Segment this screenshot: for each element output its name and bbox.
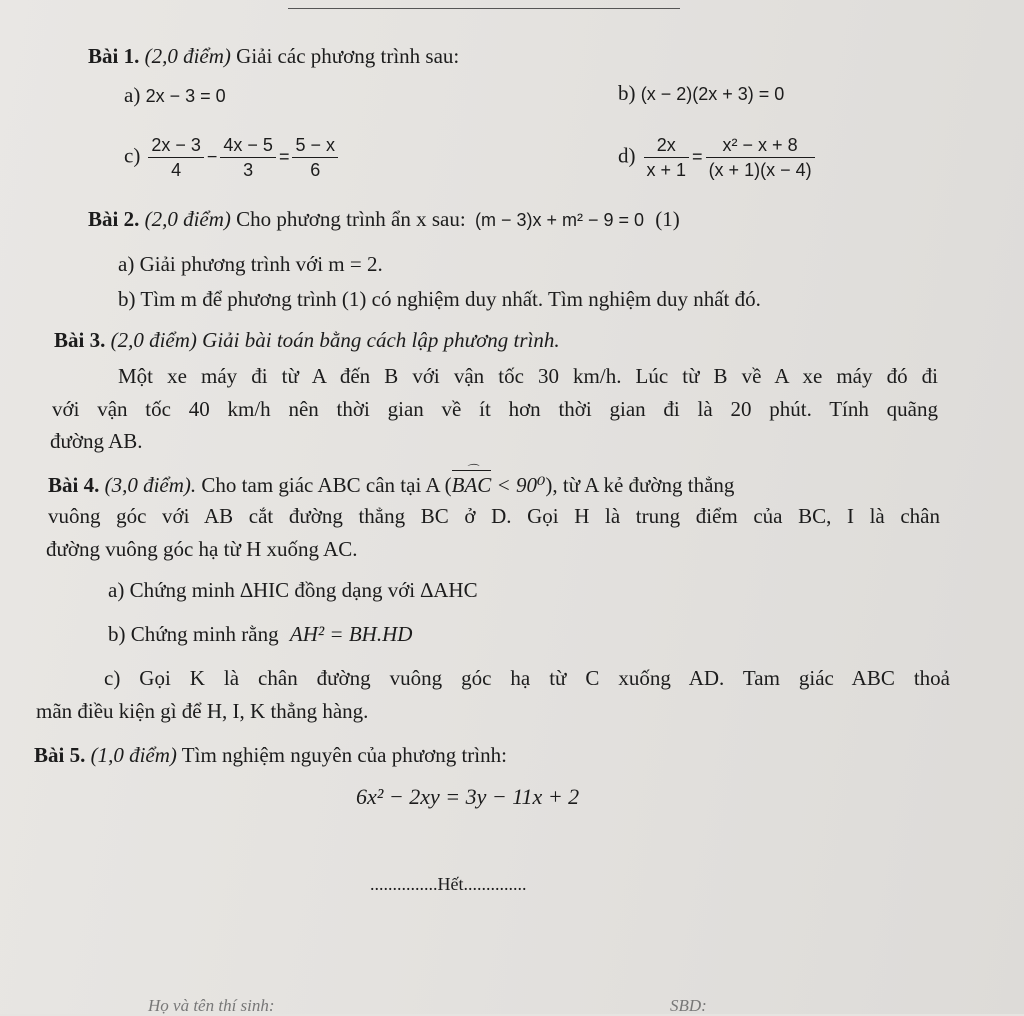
- bai2-title: Bài 2.: [88, 207, 140, 231]
- bai5-points: (1,0 điểm): [90, 743, 177, 767]
- fraction-3: [292, 133, 338, 182]
- fraction-den: (x + 1)(x − 4): [708, 160, 812, 180]
- bai3-desc: Giải bài toán bằng cách lập phương trình.: [202, 328, 560, 352]
- operator: =: [278, 146, 290, 167]
- bai4-c-line1: c) Gọi K là chân đường vuông góc hạ từ C xuống AD. Tam giác ABC thoả: [104, 666, 950, 690]
- bai1-points: (2,0 điểm): [144, 44, 231, 68]
- bai1-heading: [88, 43, 459, 69]
- bai4-a: a) Chứng minh ∆HIC đồng dạng với ∆AHC: [108, 578, 478, 602]
- bai1-a-equation: 2x − 3 = 0: [145, 86, 226, 106]
- fraction-num: 5 − x: [292, 133, 338, 158]
- fraction-num: 2x − 3: [148, 133, 204, 158]
- fraction-den: 4: [171, 160, 182, 180]
- bai4-title: Bài 4.: [48, 473, 100, 497]
- bai2-a: a) Giải phương trình với m = 2.: [118, 252, 383, 276]
- fraction-den: 6: [310, 160, 321, 180]
- bai2-eq-number: (1): [655, 207, 680, 231]
- operator: −: [206, 146, 218, 167]
- bai5-heading: [34, 742, 507, 768]
- angle-bac: ⌒ BAC: [452, 470, 492, 498]
- bai5-desc: Tìm nghiệm nguyên của phương trình:: [181, 743, 507, 767]
- fraction-4: [644, 133, 690, 182]
- bai3-points: (2,0 điểm): [110, 328, 197, 352]
- bai1-c: [124, 133, 341, 182]
- bai1-a-label: a): [124, 83, 141, 107]
- fraction-5: [706, 133, 815, 182]
- fraction-num: 2x: [644, 133, 690, 158]
- bai4-desc-start: Cho tam giác ABC cân tại A (: [201, 473, 452, 497]
- bai2-b: b) Tìm m để phương trình (1) có nghiệm duy nhất. Tìm nghiệm duy nhất đó.: [118, 287, 761, 311]
- bai1-title: Bài 1.: [88, 44, 140, 68]
- bai4-b-formula: AH² = BH.HD: [289, 622, 413, 646]
- bai1-b-label: b): [618, 81, 636, 105]
- top-divider: [288, 8, 680, 9]
- bai3-title: Bài 3.: [54, 328, 106, 352]
- bai4-line3: đường vuông góc hạ từ H xuống AC.: [46, 537, 358, 561]
- fraction-num: 4x − 5: [220, 133, 276, 158]
- angle-condition: < 90⁰: [496, 473, 546, 497]
- bai4-points: (3,0 điểm).: [104, 473, 197, 497]
- sbd-label: SBD:: [670, 996, 707, 1015]
- bai4-c-line2: mãn điều kiện gì để H, I, K thẳng hàng.: [36, 699, 369, 723]
- bai4-desc-end: ), từ A kẻ đường thẳng: [545, 473, 735, 497]
- fraction-num: x² − x + 8: [706, 133, 815, 158]
- fraction-den: x + 1: [646, 160, 687, 180]
- bai1-desc: Giải các phương trình sau:: [236, 44, 460, 68]
- fraction-2: [220, 133, 276, 182]
- bai2-equation: (m − 3)x + m² − 9 = 0: [474, 210, 645, 230]
- bai1-d-label: d): [618, 143, 636, 168]
- operator: =: [692, 146, 703, 167]
- bai1-b: [618, 80, 784, 107]
- bai1-b-equation: (x − 2)(2x + 3) = 0: [640, 84, 785, 104]
- bai2-points: (2,0 điểm): [144, 207, 231, 231]
- bai5-title: Bài 5.: [34, 743, 86, 767]
- fraction-1: [148, 133, 204, 182]
- bai3-line3: đường AB.: [50, 429, 143, 453]
- bai3-heading: [54, 327, 560, 353]
- bai5-equation: 6x² − 2xy = 3y − 11x + 2: [356, 784, 580, 809]
- bai3-line2: với vận tốc 40 km/h nên thời gian về ít hơn thời gian đi là 20 phút. Tính quãng: [52, 397, 938, 421]
- end-marker: ...............Hết..............: [370, 874, 527, 894]
- bai4-b: [108, 621, 412, 647]
- bai1-a: [124, 82, 226, 109]
- bai1-d: [618, 133, 818, 182]
- bai2-heading: [88, 206, 680, 233]
- bai2-desc: Cho phương trình ẩn x sau:: [236, 207, 466, 231]
- bai4-heading: [48, 470, 734, 498]
- bai3-line1: Một xe máy đi từ A đến B với vận tốc 30 km/h. Lúc từ B về A xe máy đó đi: [118, 364, 938, 388]
- student-name-label: Họ và tên thí sinh:: [148, 996, 275, 1015]
- fraction-den: 3: [243, 160, 254, 180]
- bai4-line2: vuông góc với AB cắt đường thẳng BC ở D. Gọi H là trung điểm của BC, I là chân: [48, 504, 940, 528]
- bai1-c-label: c): [124, 143, 141, 168]
- bai4-b-text: b) Chứng minh rằng: [108, 622, 279, 646]
